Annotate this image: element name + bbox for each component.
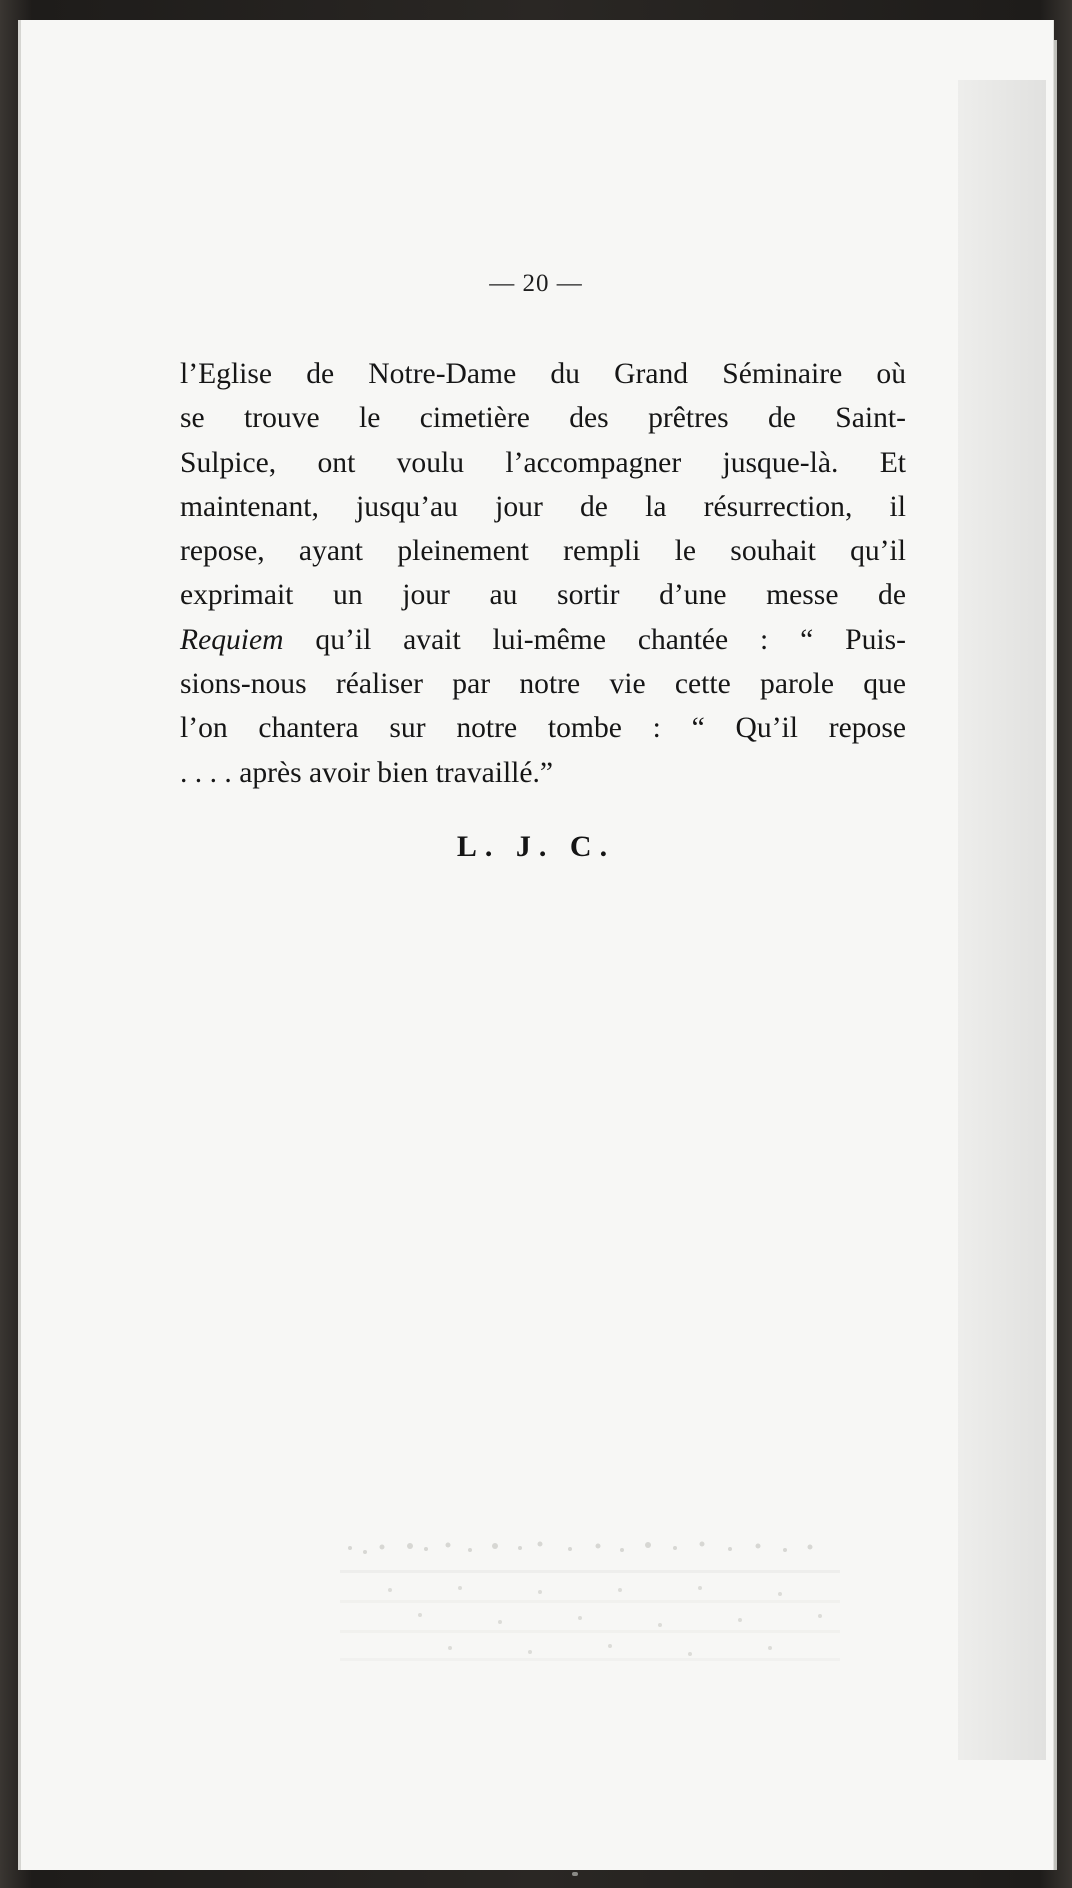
text-line: se trouve le cimetière des prêtres de Saint-: [180, 402, 906, 435]
text-line: l’Eglise de Notre-Dame du Grand Séminaire où: [180, 358, 906, 390]
signature-initials: L. J. C.: [456, 830, 616, 863]
text-line: repose, ayant pleinement rempli le souhait qu’il: [180, 535, 906, 568]
text-line: l’on chantera sur notre tombe : “ Qu’il repose: [180, 712, 906, 745]
body-text: [180, 352, 906, 795]
text-line: Requiem qu’il avait lui-même chantée : “ Puis-: [180, 623, 906, 656]
text-line: Sulpice, ont voulu l’accompagner jusque-là. Et: [180, 446, 906, 479]
italic-word: Requiem: [180, 623, 284, 656]
text-line: sions-nous réaliser par notre vie cette parole que: [180, 668, 906, 701]
scan-speck: [572, 1872, 578, 1876]
text-line: . . . . après avoir bien travaillé.”: [180, 756, 554, 789]
text-line: maintenant, jusqu’au jour de la résurrection, il: [180, 490, 906, 523]
text-line: exprimait un jour au sortir d’une messe de: [180, 579, 906, 612]
page-number: — 20 —: [489, 270, 583, 297]
faded-library-stamp: [330, 1530, 850, 1680]
